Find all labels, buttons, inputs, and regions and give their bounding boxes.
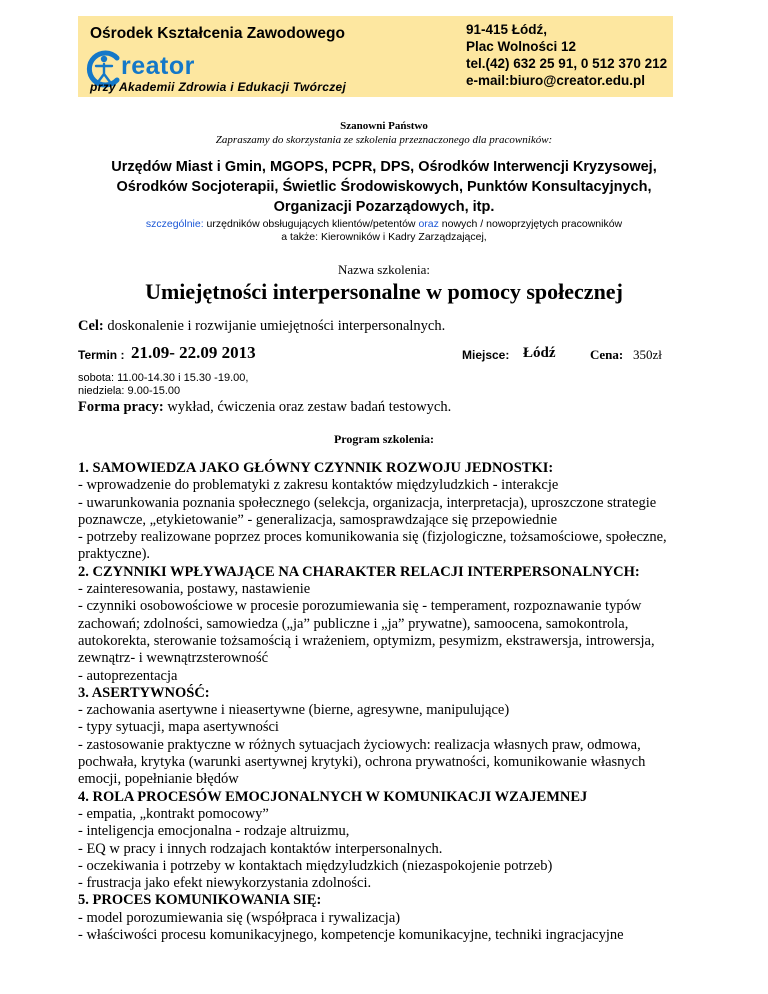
organization-tagline: przy Akademii Zdrowia i Edukacji Twórczej [90,80,347,94]
place-label: Miejsce: [462,348,510,362]
schedule [78,372,248,398]
invitation: Zapraszamy do skorzystania ze szkolenia przeznaczonego dla pracowników: [215,134,553,146]
goal-text: doskonalenie i rozwijanie umiejętności interpersonalnych. [103,318,446,334]
program-section-heading: 5. PROCES KOMUNIKOWANIA SIĘ: [78,892,322,909]
special-audience [0,218,768,244]
goal-label: Cel: [78,318,104,334]
program-line: - uwarunkowania poznania społecznego (selekcja, organizacja, interpretacja), uproszczone strategie [78,494,657,511]
program-line: emocji, popełnianie błędów [78,771,239,788]
program-line: zewnątrz- i wewnątrzsterowność [78,650,269,667]
program-line: poznawcze, „etykietowanie” - generalizacja, samosprawdzające się przepowiednie [78,511,558,528]
program-line: - inteligencja emocjonalna - rodzaje altruizmu, [78,823,350,840]
program-line: zachowań; zdolności, samowiedza („ja” publiczne i „ja” prywatne), samoocena, samokontrola, [78,615,629,632]
program-line: - czynniki osobowościowe w procesie porozumiewania się - temperament, rozpoznawanie typów [78,598,642,615]
contact-street: Plac Wolności 12 [466,39,577,54]
program-line: autokorekta, sterowanie tożsamością i wrażeniem, optymizm, pesymizm, ekstrawersja, introwersja, [78,632,655,649]
work-form-text: wykład, ćwiczenia oraz zestaw badań testowych. [163,399,452,415]
schedule-saturday: sobota: 11.00-14.30 i 15.30 -19.00, [78,372,249,384]
program-line: - oczekiwania i potrzeby w kontaktach międzyludzkich (niezaspokojenie potrzeb) [78,857,553,874]
program-line: - EQ w pracy i innych rodzajach kontaktów interpersonalnych. [78,840,443,857]
program-line: - empatia, „kontrakt pomocowy” [78,805,269,822]
special-oraz: oraz [418,218,439,230]
special-part1: urzędników obsługujących klientów/petentów [203,218,419,230]
program-line: - zainteresowania, postawy, nastawienie [78,581,311,598]
contact-address: 91-415 Łódź, [466,22,548,37]
audience-line: Organizacji Pozarządowych, itp. [273,199,495,215]
price-value: 350zł [633,347,662,362]
program-line: - potrzeby realizowane poprzez proces komunikowania się (fizjologiczne, tożsamościowe, społeczne, [78,529,667,546]
audience-line: Urzędów Miast i Gmin, MGOPS, PCPR, DPS, Ośrodków Interwencji Kryzysowej, [111,159,657,175]
work-form-label: Forma pracy: [78,399,164,415]
logo-text: reator [121,52,195,80]
special-part2: nowych / nowoprzyjętych pracowników [438,218,623,230]
program-line: - model porozumiewania się (współpraca i rywalizacja) [78,909,401,926]
program-section-heading: 2. CZYNNIKI WPŁYWAJĄCE NA CHARAKTER RELACJI INTERPERSONALNYCH: [78,563,640,580]
contact-block [466,21,667,89]
work-form [78,399,451,416]
contact-phone: tel.(42) 632 25 91, 0 512 370 212 [466,56,668,71]
date-value: 21.09- 22.09 2013 [131,343,256,362]
organization-name: Ośrodek Kształcenia Zawodowego [90,25,345,42]
program-line: - zachowania asertywne i nieasertywne (bierne, agresywne, manipulujące) [78,702,510,719]
greeting: Szanowni Państwo [340,120,428,132]
training-title: Umiejętności interpersonalne w pomocy społecznej [145,279,623,304]
program-line: praktyczne). [78,546,151,563]
date-label: Termin : [78,348,125,362]
header-banner [78,16,673,97]
price-label: Cena: [590,347,624,362]
program-line: - autoprezentacja [78,667,178,684]
place-value: Łódź [523,345,556,361]
program-line: - właściwości procesu komunikacyjnego, kompetencje komunikacyjne, techniki ingracjacyjne [78,927,624,944]
program-line: - wprowadzenie do problematyki z zakresu kontaktów międzyludzkich - interakcje [78,477,559,494]
audience-line: Ośrodków Socjoterapii, Świetlic Środowiskowych, Punktów Konsultacyjnych, [116,179,652,195]
audience-list [0,157,768,217]
program-body [78,460,698,944]
training-name-label: Nazwa szkolenia: [337,262,431,277]
special-line-1 [0,218,768,231]
schedule-sunday: niedziela: 9.00-15.00 [78,385,181,397]
program-line: - frustracja jako efekt niewykorzystania zdolności. [78,875,372,892]
program-line: - typy sytuacji, mapa asertywności [78,719,279,736]
program-section-heading: 3. ASERTYWNOŚĆ: [78,684,210,701]
program-section-heading: 4. ROLA PROCESÓW EMOCJONALNYCH W KOMUNIKACJI WZAJEMNEJ [78,788,588,805]
special-line-2: a także: Kierowników i Kadry Zarządzającej, [281,231,487,243]
program-section-heading: 1. SAMOWIEDZA JAKO GŁÓWNY CZYNNIK ROZWOJU JEDNOSTKI: [78,460,554,476]
program-label: Program szkolenia: [333,432,435,446]
contact-email: e-mail:biuro@creator.edu.pl [466,73,645,88]
goal [78,318,445,335]
program-line: pochwała, krytyka (warunki asertywnej krytyki), ochrona prywatności, komunikowanie własnych [78,754,646,771]
special-lead: szczególnie: [145,218,204,230]
program-line: - zastosowanie praktyczne w różnych sytuacjach życiowych: realizacja własnych praw, odmowa, [78,736,641,753]
